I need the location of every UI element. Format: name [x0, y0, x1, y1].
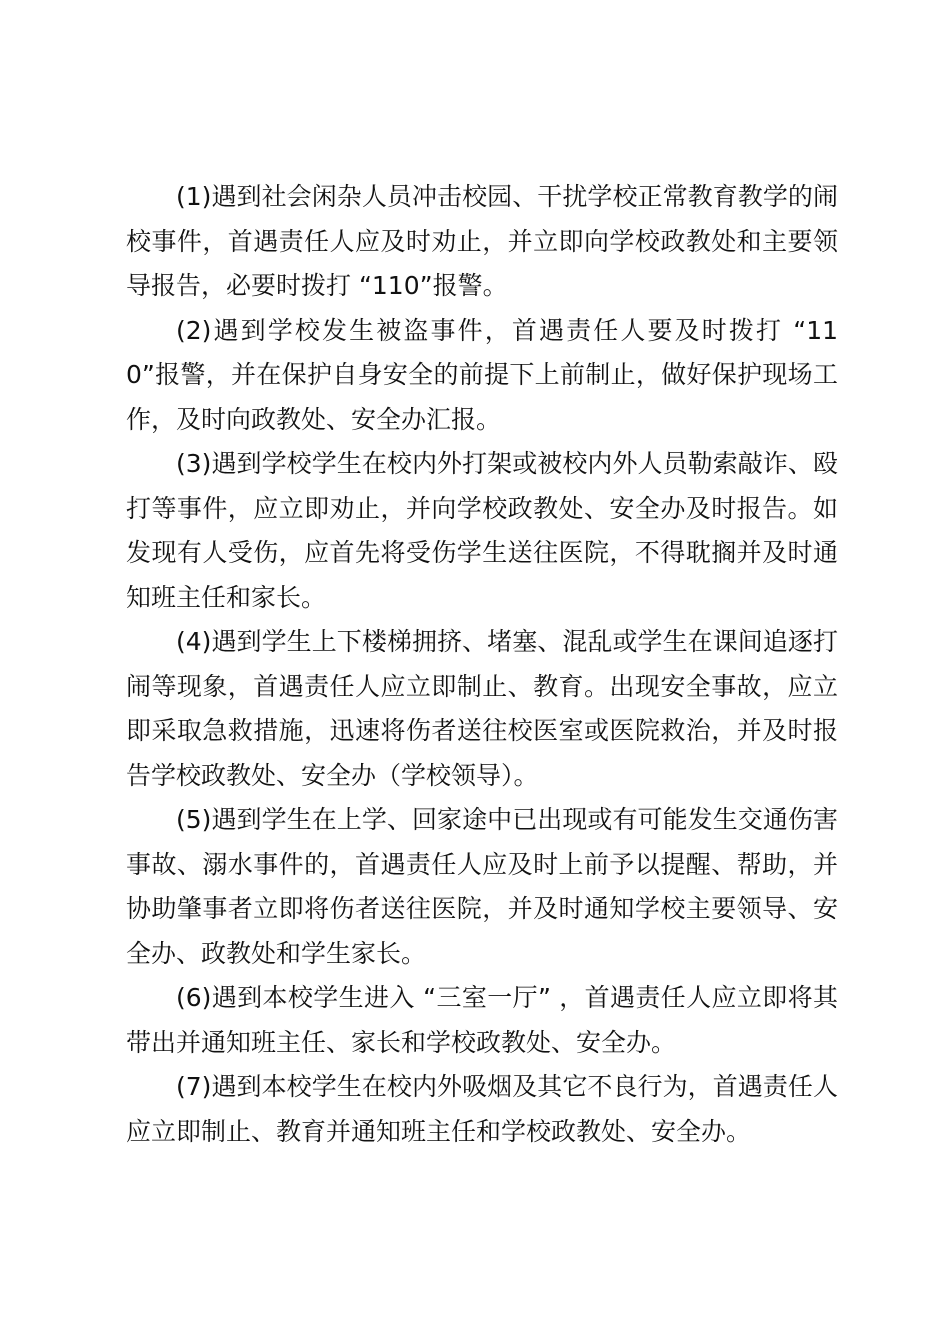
paragraph-1: (1)遇到社会闲杂人员冲击校园、干扰学校正常教育教学的闹校事件，首遇责任人应及时劝止，并立即向学校政教处和主要领导报告，必要时拨打 “110”报警。 — [126, 182, 838, 300]
paragraph-5: (5)遇到学生在上学、回家途中已出现或有可能发生交通伤害事故、溺水事件的，首遇责任人应及时上前予以提醒、帮助，并协助肇事者立即将伤者送往医院，并及时通知学校主要领导、安全办、政教处和学生家长。 — [126, 805, 838, 968]
paragraph-4: (4)遇到学生上下楼梯拥挤、堵塞、混乱或学生在课间追逐打闹等现象，首遇责任人应立即制止、教育。出现安全事故，应立即采取急救措施，迅速将伤者送往校医室或医院救治，并及时报告学校政教处、安全办（学校领导）。 — [126, 627, 838, 790]
paragraph-2: (2)遇到学校发生被盗事件，首遇责任人要及时拨打 “110”报警，并在保护自身安全的前提下上前制止，做好保护现场工作，及时向政教处、安全办汇报。 — [126, 315, 838, 434]
paragraph-3: (3)遇到学校学生在校内外打架或被校内外人员勒索敲诈、殴打等事件，应立即劝止，并向学校政教处、安全办及时报告。如发现有人受伤，应首先将受伤学生送往医院，不得耽搁并及时通知班主任和家长。 — [126, 449, 838, 612]
document-body — [126, 175, 838, 1154]
paragraph-6: (6)遇到本校学生进入 “三室一厅” ，首遇责任人应立即将其带出并通知班主任、家长和学校政教处、安全办。 — [126, 983, 838, 1057]
paragraph-7: (7)遇到本校学生在校内外吸烟及其它不良行为，首遇责任人应立即制止、教育并通知班主任和学校政教处、安全办。 — [126, 1072, 838, 1146]
